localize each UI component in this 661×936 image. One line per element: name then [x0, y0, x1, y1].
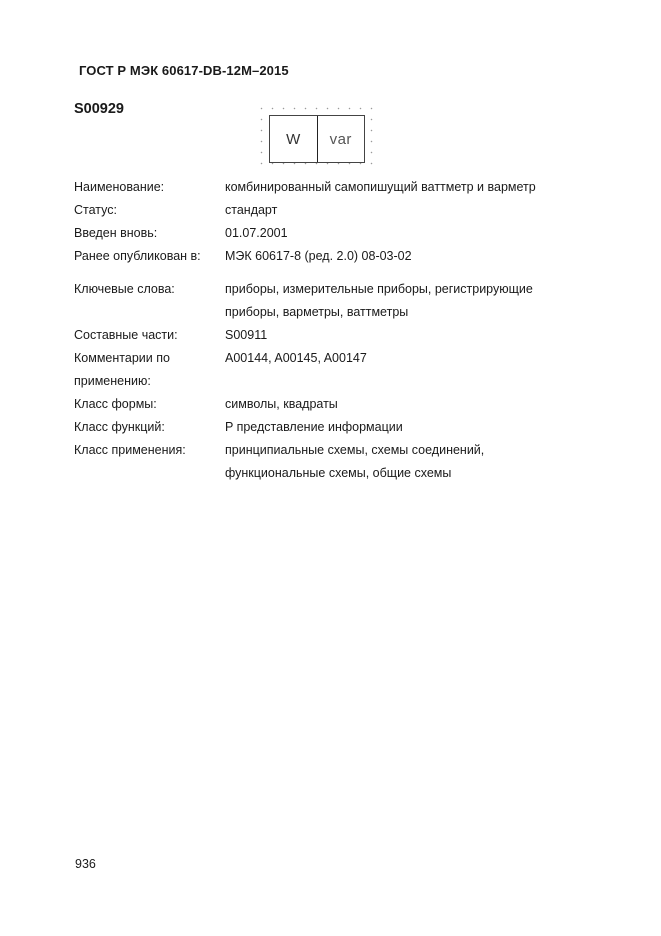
field-value: приборы, варметры, ваттметры	[225, 305, 409, 319]
field-value: приборы, измерительные приборы, регистрирующие	[225, 282, 533, 296]
field-value: 01.07.2001	[225, 226, 288, 240]
field-label: Введен вновь:	[74, 226, 158, 240]
field-label: Класс применения:	[74, 443, 186, 457]
page-number: 936	[75, 857, 96, 871]
field-value: функциональные схемы, общие схемы	[225, 466, 452, 480]
field-value: МЭК 60617-8 (ред. 2.0) 08-03-02	[225, 249, 412, 263]
field-label: Ключевые слова:	[74, 282, 175, 296]
wattmeter-varmeter-symbol	[269, 115, 365, 163]
field-value: принципиальные схемы, схемы соединений,	[225, 443, 485, 457]
field-label: Класс формы:	[74, 397, 157, 411]
watt-label: W	[270, 116, 318, 162]
field-label: Наименование:	[74, 180, 165, 194]
field-label: Статус:	[74, 203, 117, 217]
field-value: стандарт	[225, 203, 278, 217]
field-label: Комментарии по	[74, 351, 170, 365]
symbol-drawing-grid	[256, 103, 377, 171]
field-value: A00144, A00145, A00147	[225, 351, 367, 365]
field-label: применению:	[74, 374, 151, 388]
field-value: S00911	[225, 328, 268, 342]
field-value: комбинированный самопишущий ваттметр и варметр	[225, 180, 536, 194]
field-label: Ранее опубликован в:	[74, 249, 201, 263]
field-label: Класс функций:	[74, 420, 165, 434]
field-label: Составные части:	[74, 328, 178, 342]
field-value: P представление информации	[225, 420, 403, 434]
symbol-code: S00929	[74, 101, 124, 117]
document-header: ГОСТ Р МЭК 60617-DB-12M–2015	[79, 63, 289, 78]
var-label: var	[329, 130, 352, 148]
field-value: символы, квадраты	[225, 397, 338, 411]
